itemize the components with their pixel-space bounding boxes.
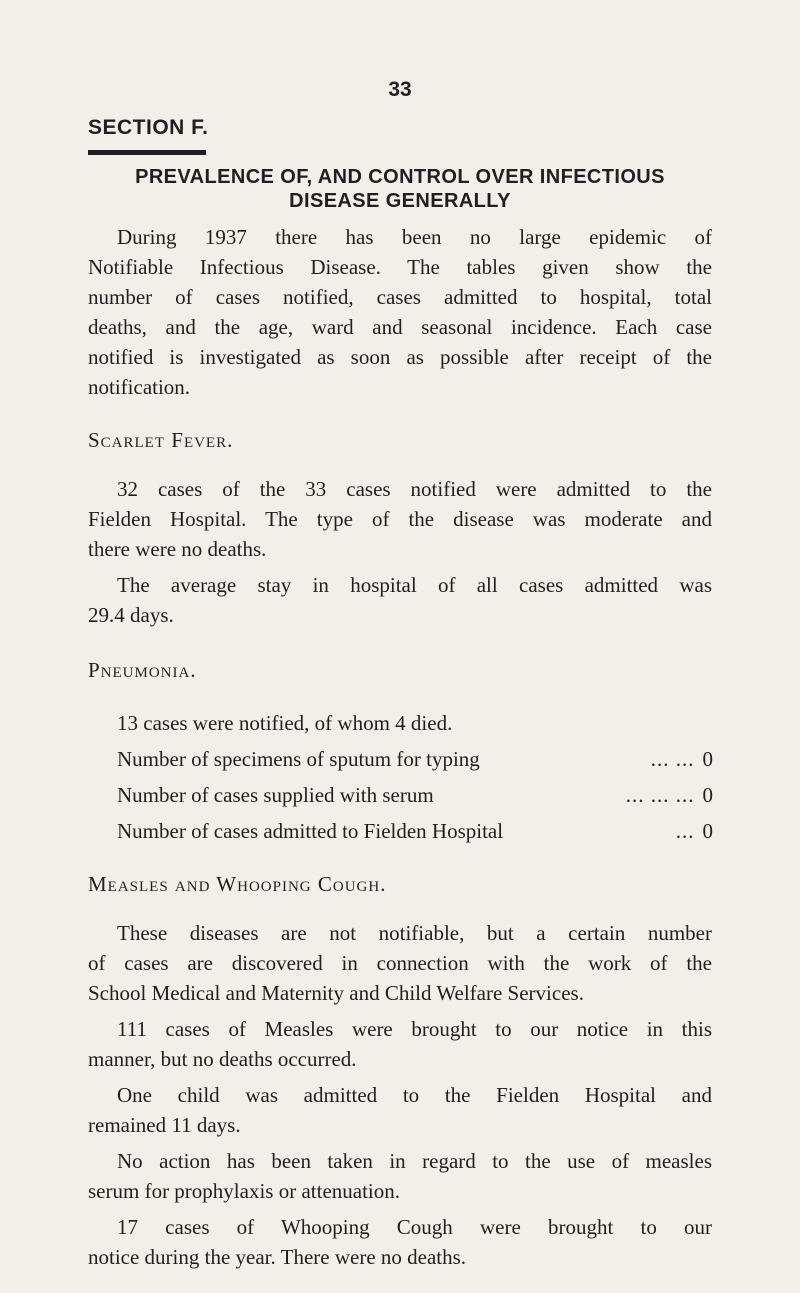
title-line-2: DISEASE GENERALLY xyxy=(289,190,511,212)
row-value: 0 xyxy=(702,747,713,771)
row-label: Number of cases admitted to Fielden Hospital xyxy=(117,819,504,843)
pneumonia-heading: Pneumonia. xyxy=(88,658,197,682)
pneumonia-row xyxy=(117,816,713,846)
pneumonia-row xyxy=(117,744,713,774)
measles-line: 111 cases of Measles were brought to our notice in this xyxy=(117,1017,712,1041)
measles-line: One child was admitted to the Fielden Hospital and xyxy=(117,1083,712,1107)
measles-line: School Medical and Maternity and Child Welfare Services. xyxy=(88,981,584,1005)
scarlet-fever-line: The average stay in hospital of all cases admitted was xyxy=(117,573,712,597)
intro-line: deaths, and the age, ward and seasonal incidence. Each case xyxy=(88,315,712,339)
measles-line: serum for prophylaxis or attenuation. xyxy=(88,1179,401,1203)
title-line-1: PREVALENCE OF, AND CONTROL OVER INFECTIOUS xyxy=(135,166,665,188)
row-leader-dots: ... ... xyxy=(650,747,695,771)
row-leader-dots: ... ... ... xyxy=(625,783,695,807)
measles-line: 17 cases of Whooping Cough were brought to our xyxy=(117,1215,712,1239)
measles-line: manner, but no deaths occurred. xyxy=(88,1047,357,1071)
measles-heading: Measles and Whooping Cough. xyxy=(88,872,387,896)
intro-line: Notifiable Infectious Disease. The tables given show the xyxy=(88,255,712,279)
section-label: SECTION F. xyxy=(88,116,209,139)
measles-line: remained 11 days. xyxy=(88,1113,241,1137)
row-label: Number of specimens of sputum for typing xyxy=(117,747,480,771)
scarlet-fever-line: Fielden Hospital. The type of the disease was moderate and xyxy=(88,507,712,531)
row-value: 0 xyxy=(702,819,713,843)
scarlet-fever-line: 29.4 days. xyxy=(88,603,174,627)
row-value: 0 xyxy=(702,783,713,807)
intro-line: notification. xyxy=(88,375,191,399)
measles-line: These diseases are not notifiable, but a certain number xyxy=(117,921,712,945)
page-number: 33 xyxy=(388,78,412,101)
section-underline xyxy=(88,150,206,155)
measles-line: notice during the year. There were no deaths. xyxy=(88,1245,467,1269)
pneumonia-row xyxy=(117,780,713,810)
scarlet-fever-line: 32 cases of the 33 cases notified were admitted to the xyxy=(117,477,712,501)
intro-line: notified is investigated as soon as possible after receipt of the xyxy=(88,345,712,369)
scarlet-fever-line: there were no deaths. xyxy=(88,537,267,561)
intro-line: number of cases notified, cases admitted to hospital, total xyxy=(88,285,712,309)
measles-line: of cases are discovered in connection with the work of the xyxy=(88,951,712,975)
pneumonia-intro: 13 cases were notified, of whom 4 died. xyxy=(117,711,453,735)
scarlet-fever-heading: Scarlet Fever. xyxy=(88,428,234,452)
row-label: Number of cases supplied with serum xyxy=(117,783,434,807)
intro-line: During 1937 there has been no large epidemic of xyxy=(117,225,712,249)
measles-line: No action has been taken in regard to the use of measles xyxy=(117,1149,712,1173)
row-leader-dots: ... xyxy=(675,819,695,843)
